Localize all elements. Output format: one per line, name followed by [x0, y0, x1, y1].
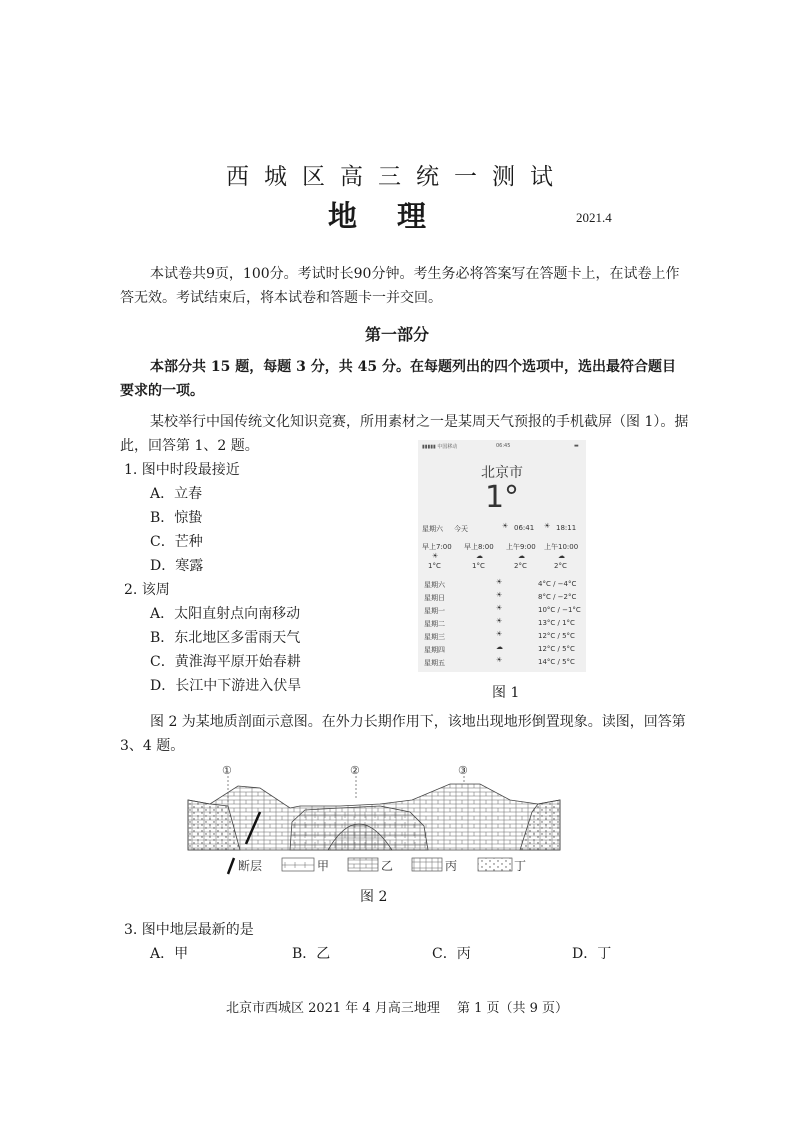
- marker-2: ②: [350, 764, 360, 777]
- q3-option-c: C．丙: [432, 946, 471, 962]
- q1-option-d: D．寒露: [150, 558, 204, 574]
- hourly-temp: 2°C: [554, 562, 567, 570]
- sun-cloud-icon: ☀: [496, 604, 503, 612]
- legend-yi-swatch: [348, 858, 378, 871]
- question-3-stem: 3. 图中地层最新的是: [124, 922, 254, 938]
- legend-bing-swatch: [412, 858, 442, 871]
- hourly-temp: 2°C: [514, 562, 527, 570]
- current-temperature: 1°: [484, 480, 520, 515]
- q2-option-a: A．太阳直射点向南移动: [150, 606, 301, 622]
- subject-title: 地理: [327, 199, 466, 233]
- intro-paragraph: 本试卷共9页，100分。考试时长90分钟。考生务必将答案写在答题卡上，在试卷上作答无效。考试结束后，将本试卷和答题卡一并交回。: [120, 266, 680, 306]
- cloud-icon: ☁: [518, 552, 525, 560]
- cloud-icon: ☁: [558, 552, 565, 560]
- hourly-temp: 1°C: [428, 562, 441, 570]
- sun-cloud-icon: ☀: [496, 630, 503, 638]
- q3-option-a: A．甲: [150, 946, 189, 962]
- question-1-stem: 1. 图中时段最接近: [124, 462, 240, 478]
- page-footer: 北京市西城区 2021 年 4 月高三地理 第 1 页（共 9 页）: [225, 1001, 569, 1016]
- exam-title: 西城区高三统一测试: [226, 164, 568, 190]
- sunrise-icon: ☀: [502, 522, 509, 530]
- q1-option-c: C．芒种: [150, 534, 203, 550]
- legend-ding-label: 丁: [514, 859, 527, 873]
- hourly-time: 上午10:00: [544, 543, 579, 551]
- sun-cloud-icon: ☀: [496, 656, 503, 664]
- legend-bing-label: 丙: [445, 859, 458, 873]
- part-title: 第一部分: [364, 325, 429, 344]
- daily-temp: 10°C / −1°C: [538, 606, 581, 614]
- context-paragraph-2: 图 2 为某地质剖面示意图。在外力长期作用下，该地出现地形倒置现象。读图，回答第 3、4 题。: [120, 714, 686, 754]
- q2-option-d: D．长江中下游进入伏旱: [150, 678, 302, 694]
- q1-option-b: B．惊蛰: [150, 510, 203, 526]
- city-name: 北京市: [481, 465, 523, 481]
- cloud-icon: ☁: [476, 552, 483, 560]
- legend-jia-swatch: [282, 858, 314, 871]
- figure-2-caption: 图 2: [360, 889, 388, 905]
- daily-weekday: 星期五: [424, 659, 445, 667]
- daily-temp: 14°C / 5°C: [538, 658, 575, 666]
- figure-1-caption: 图 1: [492, 685, 520, 701]
- sunrise-time: 06:41: [514, 524, 535, 532]
- hourly-time: 早上8:00: [464, 543, 494, 551]
- legend-fault-label: 断层: [238, 859, 263, 873]
- daily-weekday: 星期二: [424, 620, 445, 628]
- q3-option-b: B．乙: [292, 946, 331, 962]
- daily-temp: 12°C / 5°C: [538, 632, 575, 640]
- today-weekday: 星期六: [422, 525, 443, 533]
- hourly-temp: 1°C: [472, 562, 485, 570]
- daily-temp: 13°C / 1°C: [538, 619, 575, 627]
- daily-weekday: 星期日: [424, 594, 445, 602]
- status-time: 06:45: [496, 443, 511, 449]
- sun-icon: ☀: [496, 591, 503, 599]
- daily-weekday: 星期六: [424, 581, 445, 589]
- carrier-label: ▮▮▮▮▮ 中国移动: [422, 444, 458, 450]
- marker-3: ③: [458, 764, 468, 777]
- marker-1: ①: [222, 764, 232, 777]
- legend-ding-swatch: [478, 858, 512, 871]
- context-paragraph-1: 某校举行中国传统文化知识竞赛，所用素材之一是某周天气预报的手机截屏（图 1）。据此，回答第 1、2 题。: [120, 414, 689, 454]
- sun-icon: ☀: [496, 617, 503, 625]
- daily-weekday: 星期一: [424, 607, 445, 615]
- today-label: 今天: [454, 525, 468, 533]
- part-instructions: 本部分共 15 题，每题 3 分，共 45 分。在每题列出的四个选项中，选出最符合题目要求的一项。: [120, 359, 676, 399]
- hourly-time: 上午9:00: [506, 543, 536, 551]
- cloud-icon: ☁: [496, 643, 503, 651]
- sun-cloud-icon: ☀: [432, 552, 439, 560]
- figure-1-phone-screenshot: [418, 440, 586, 672]
- q2-option-c: C．黄淮海平原开始春耕: [150, 654, 301, 670]
- hourly-time: 早上7:00: [422, 543, 452, 551]
- daily-weekday: 星期三: [424, 633, 445, 641]
- figure-2-geologic-section: [180, 760, 570, 875]
- daily-weekday: 星期四: [424, 646, 445, 654]
- daily-temp: 12°C / 5°C: [538, 645, 575, 653]
- battery-icon: ▬: [574, 443, 579, 449]
- exam-date: 2021.4: [576, 210, 612, 225]
- question-2-stem: 2. 该周: [124, 582, 170, 598]
- daily-temp: 4°C / −4°C: [538, 580, 577, 588]
- sunset-icon: ☀: [544, 522, 551, 530]
- legend-jia-label: 甲: [317, 859, 330, 873]
- sunset-time: 18:11: [556, 524, 577, 532]
- legend-yi-label: 乙: [381, 859, 394, 873]
- q3-option-d: D．丁: [572, 946, 612, 962]
- daily-temp: 8°C / −2°C: [538, 593, 577, 601]
- q1-option-a: A．立春: [150, 486, 203, 502]
- sun-cloud-icon: ☀: [496, 578, 503, 586]
- q2-option-b: B．东北地区多雷雨天气: [150, 630, 301, 646]
- legend-fault-icon: [228, 858, 234, 874]
